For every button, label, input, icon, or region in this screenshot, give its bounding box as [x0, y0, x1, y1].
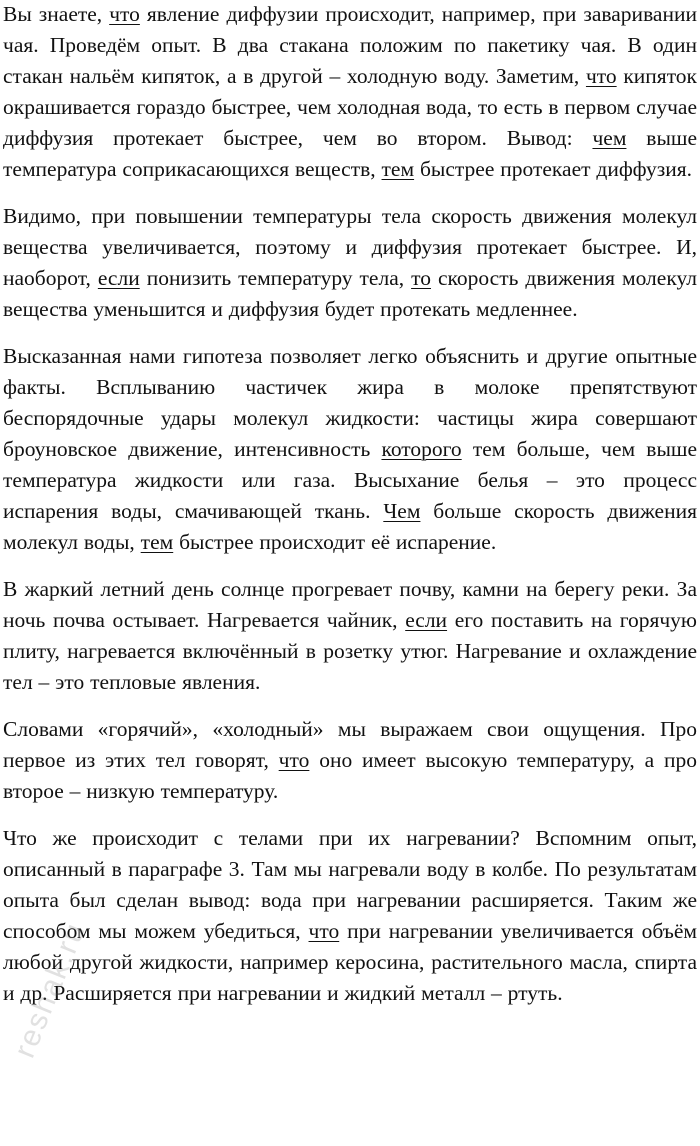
text-segment: больше скорость движения молекул воды, [3, 499, 697, 554]
text-segment: выше температура соприкасающихся веществ, [3, 126, 697, 181]
text-segment: скорость движения молекул вещества уменьшится и диффузия будет протекать медленнее. [3, 266, 697, 321]
text-segment: понизить температуру тела, [139, 266, 412, 290]
text-segment: оно имеет высокую температуру, а про второе – низкую температуру. [3, 748, 697, 803]
watermark: reshak.ru [8, 917, 93, 1063]
underlined-word: чем [592, 126, 627, 150]
underlined-word: Чем [383, 499, 421, 523]
paragraph-1 [3, 0, 697, 185]
text-segment: Вы знаете, [3, 2, 110, 26]
text-segment: при нагревании увеличивается объём любой другой жидкости, например керосина, растительного масла, спирта и др. Расширяется при нагревании и жидкий металл – ртуть. [3, 919, 697, 1005]
paragraph-5 [3, 714, 697, 807]
paragraph-3 [3, 341, 697, 558]
text-segment: В жаркий летний день солнце прогревает почву, камни на берегу реки. За ночь почва остывает. Нагревается чайник, [3, 577, 697, 632]
underlined-word: то [411, 266, 431, 290]
text-segment: явление диффузии происходит, например, при заваривании чая. Проведём опыт. В два стакана положим по пакетику чая. В один стакан нальём кипяток, а в другой – холодную воду. Заметим, [3, 2, 697, 88]
paragraph-2 [3, 201, 697, 325]
underlined-word: что [585, 64, 617, 88]
underlined-word: которого [381, 437, 462, 461]
underlined-word: что [109, 2, 140, 26]
text-segment: Словами «горячий», «холодный» мы выражаем свои ощущения. Про первое из этих тел говорят, [3, 717, 697, 772]
paragraph-4 [3, 574, 697, 698]
underlined-word: что [308, 919, 340, 943]
text-segment: Видимо, при повышении температуры тела скорость движения молекул вещества увеличивается, поэтому и диффузия протекает быстрее. И, наоборот, [3, 204, 697, 290]
document-page [3, 0, 697, 1025]
text-segment: кипяток окрашивается гораздо быстрее, чем холодная вода, то есть в первом случае диффузия протекает быстрее, чем во втором. Вывод: [3, 64, 697, 150]
paragraph-6 [3, 823, 697, 1009]
underlined-word: если [97, 266, 140, 290]
text-segment: тем больше, чем выше температура жидкости или газа. Высыхание белья – это процесс испарения воды, смачивающей ткань. [3, 437, 697, 523]
underlined-word: что [278, 748, 310, 772]
text-segment: Что же происходит с телами при их нагревании? Вспомним опыт, описанный в параграфе 3. Там мы нагревали воду в колбе. По результатам опыта был сделан вывод: вода при нагревании расширяется. Таким же способом мы можем убедиться, [3, 826, 697, 943]
text-segment: Высказанная нами гипотеза позволяет легко объяснить и другие опытные факты. Всплыванию частичек жира в молоке препятствуют беспорядочные удары молекул жидкости: частицы жира совершают броуновское движение, интенсивность [3, 344, 697, 461]
underlined-word: тем [140, 530, 174, 554]
text-segment: быстрее протекает диффузия. [414, 157, 693, 181]
underlined-word: если [405, 608, 448, 632]
underlined-word: тем [381, 157, 415, 181]
text-segment: быстрее происходит её испарение. [173, 530, 497, 554]
text-segment: его поставить на горячую плиту, нагревается включённый в розетку утюг. Нагревание и охлаждение тел – это тепловые явления. [3, 608, 697, 694]
